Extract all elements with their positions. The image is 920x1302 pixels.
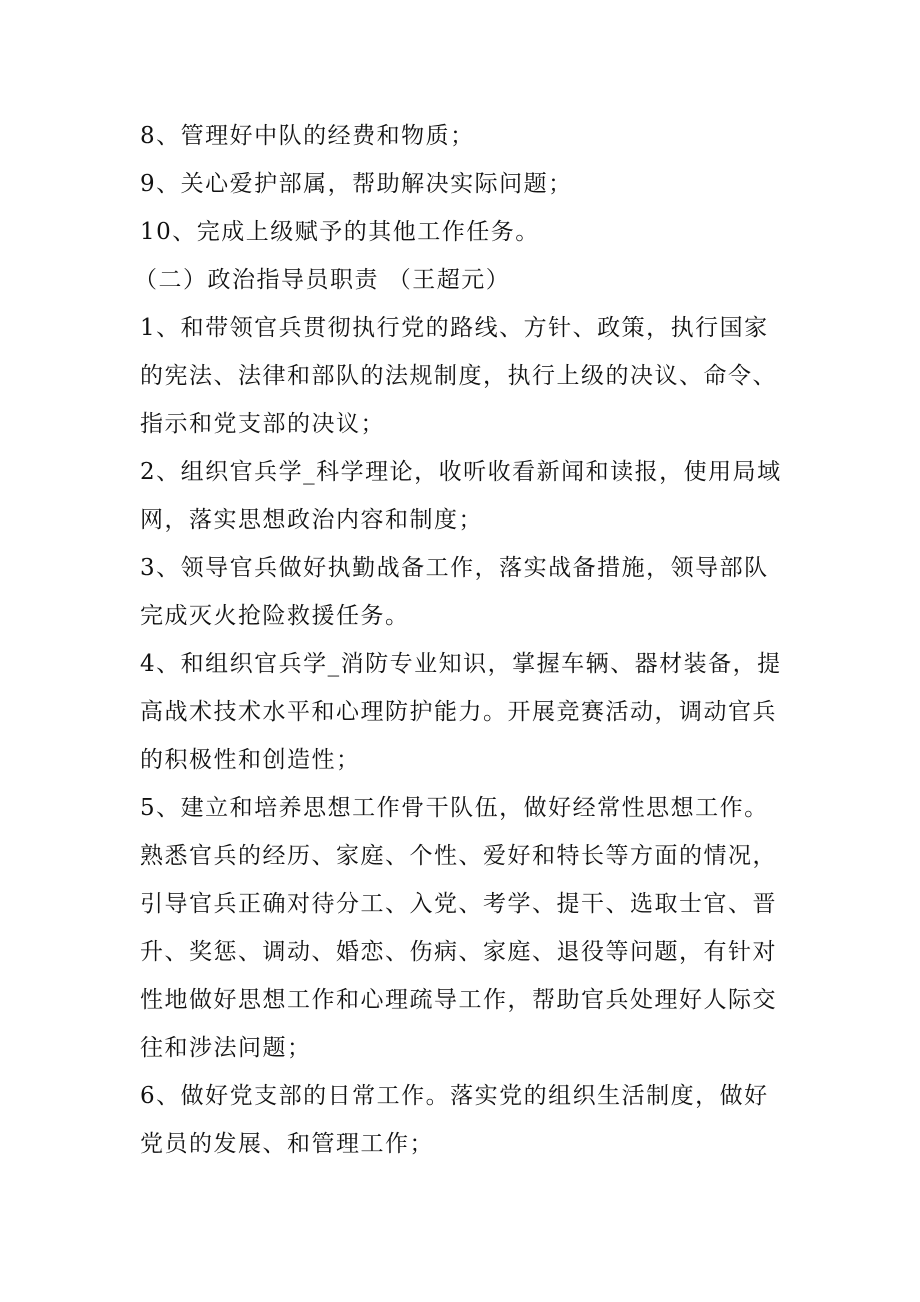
list-item-9: 9、关心爱护部属，帮助解决实际问题； xyxy=(140,171,573,197)
duty-item-6: 6、做好党支部的日常工作。落实党的组织生活制度，做好 党员的发展、和管理工作； xyxy=(140,1083,769,1157)
section-heading: （二）政治指导员职责 （王超元） xyxy=(134,267,511,293)
document-page xyxy=(134,112,790,1168)
duty-item-5: 5、建立和培养思想工作骨干队伍，做好经常性思想工作。 熟悉官兵的经历、家庭、个性、爱好和特长等方面的情况， 引导官兵正确对待分工、入党、考学、提干、选取士官、晋 升、奖惩、调动、婚恋、伤病、家庭、退役等问题，有针对 性地做好思想工作和心理疏导工作，帮助官兵处理好人际交 往和涉法问题； xyxy=(140,795,777,1061)
duty-item-4: 4、和组织官兵学_消防专业知识，掌握车辆、器材装备，提 高战术技术水平和心理防护能力。开展竞赛活动，调动官兵 的积极性和创造性； xyxy=(140,651,782,773)
duty-item-1: 1、和带领官兵贯彻执行党的路线、方针、政策，执行国家 的宪法、法律和部队的法规制度，执行上级的决议、命令、 指示和党支部的决议； xyxy=(140,315,777,437)
duty-item-3: 3、领导官兵做好执勤战备工作，落实战备措施，领导部队 完成灭火抢险救援任务。 xyxy=(140,555,769,629)
list-item-10: 10、完成上级赋予的其他工作任务。 xyxy=(140,219,540,245)
list-item-8: 8、管理好中队的经费和物质； xyxy=(140,123,475,149)
duty-item-2: 2、组织官兵学_科学理论，收听收看新闻和读报，使用局域 网，落实思想政治内容和制度； xyxy=(140,459,782,533)
